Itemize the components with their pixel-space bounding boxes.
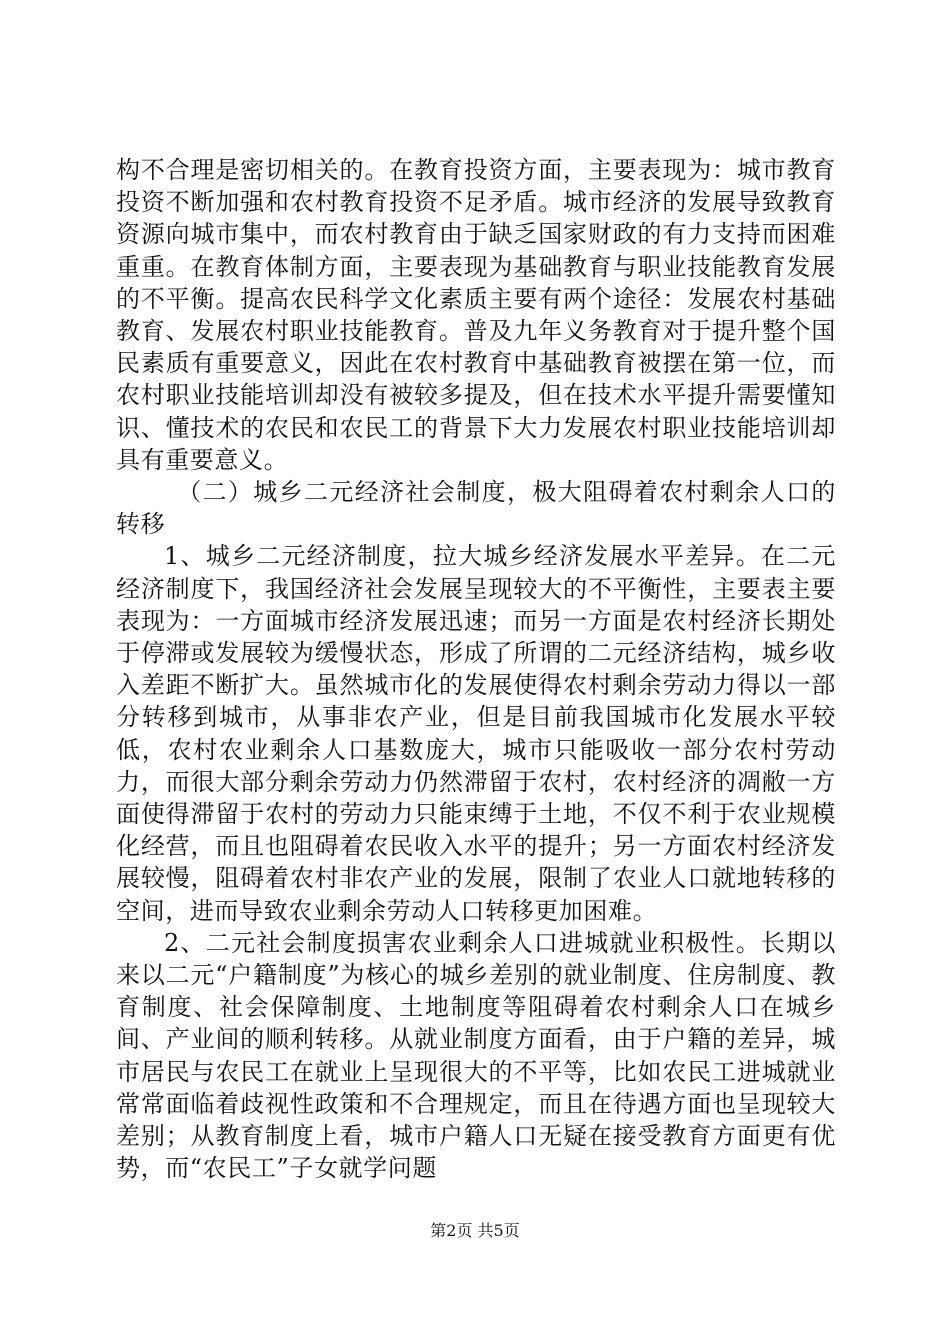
page-number-footer: 第2页 共5页 xyxy=(430,1221,520,1240)
document-body xyxy=(116,154,836,1185)
paragraph-dual-social-system: 2、二元社会制度损害农业剩余人口进城就业积极性。长期以来以二元“户籍制度”为核心的城乡差别的就业制度、住房制度、教育制度、社会保障制度、土地制度等阻碍着农村剩余人口在城乡间、产业间的顺利转移。从就业制度方面看，由于户籍的差异，城市居民与农民工在就业上呈现很大的不平等，比如农民工进城就业常常面临着歧视性政策和不合理规定，而且在待遇方面也呈现较大差别；从教育制度上看，城市户籍人口无疑在接受教育方面更有优势，而“农民工”子女就学问题 xyxy=(116,928,836,1183)
section-heading-dual-system: （二）城乡二元经济社会制度，极大阻碍着农村剩余人口的转移 xyxy=(116,478,836,539)
paragraph-education-investment: 构不合理是密切相关的。在教育投资方面，主要表现为：城市教育投资不断加强和农村教育投资不足矛盾。城市经济的发展导致教育资源向城市集中，而农村教育由于缺乏国家财政的有力支持而困难重重。在教育体制方面，主要表现为基础教育与职业技能教育发展的不平衡。提高农民科学文化素质主要有两个途径：发展农村基础教育、发展农村职业技能教育。普及九年义务教育对于提升整个国民素质有重要意义，因此在农村教育中基础教育被摆在第一位，而农村职业技能培训却没有被较多提及，但在技术水平提升需要懂知识、懂技术的农民和农民工的背景下大力发展农村职业技能培训却具有重要意义。 xyxy=(116,156,836,474)
paragraph-dual-economic-system: 1、城乡二元经济制度，拉大城乡经济发展水平差异。在二元经济制度下，我国经济社会发展呈现较大的不平衡性，主要表主要表现为：一方面城市经济发展迅速；而另一方面是农村经济长期处于停滞或发展较为缓慢状态，形成了所谓的二元经济结构，城乡收入差距不断扩大。虽然城市化的发展使得农村剩余劳动力得以一部分转移到城市，从事非农产业，但是目前我国城市化发展水平较低，农村农业剩余人口基数庞大，城市只能吸收一部分农村劳动力，而很大部分剩余劳动力仍然滞留于农村，农村经济的凋敝一方面使得滞留于农村的劳动力只能束缚于土地，不仅不利于农业规模化经营，而且也阻碍着农民收入水平的提升；另一方面农村经济发展较慢，阻碍着农村非农产业的发展，限制了农业人口就地转移的空间，进而导致农业剩余劳动人口转移更加困难。 xyxy=(116,542,836,925)
